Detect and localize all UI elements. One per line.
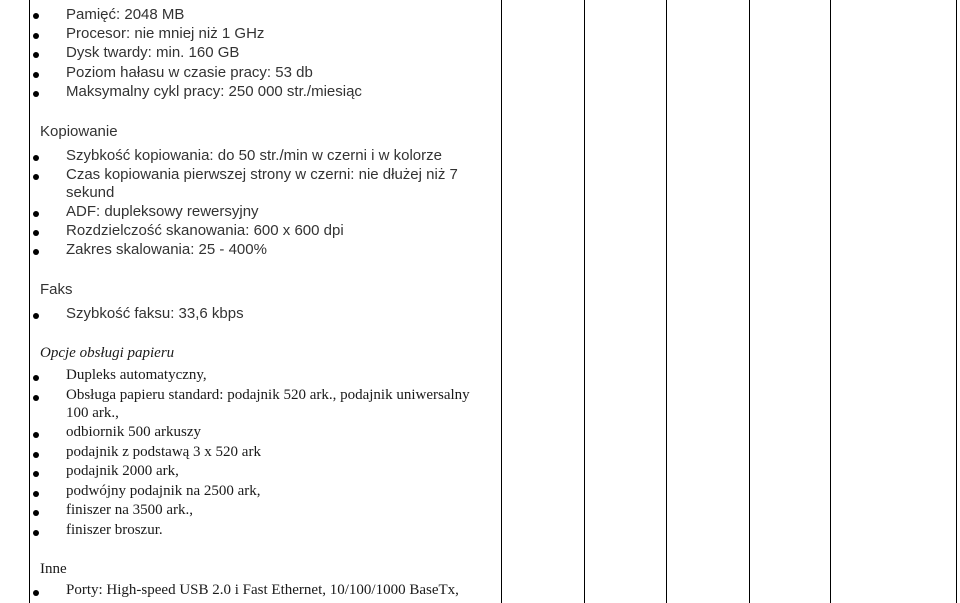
list-item: Obsługa papieru standard: podajnik 520 ark., podajnik uniwersalny bbox=[66, 387, 470, 403]
bullet-icon bbox=[33, 452, 39, 458]
bullet-icon bbox=[33, 52, 39, 58]
section-heading-copy: Kopiowanie bbox=[40, 123, 118, 140]
bullet-icon bbox=[33, 313, 39, 319]
bullet-icon bbox=[33, 471, 39, 477]
column-border bbox=[501, 0, 502, 603]
list-item: odbiornik 500 arkuszy bbox=[66, 424, 201, 440]
section-heading-fax: Faks bbox=[40, 281, 73, 298]
column-border bbox=[29, 0, 30, 603]
list-item: Szybkość kopiowania: do 50 str./min w czerni i w kolorze bbox=[66, 147, 442, 164]
list-item: Rozdzielczość skanowania: 600 x 600 dpi bbox=[66, 222, 344, 239]
bullet-icon bbox=[33, 174, 39, 180]
bullet-icon bbox=[33, 155, 39, 161]
bullet-icon bbox=[33, 530, 39, 536]
bullet-icon bbox=[33, 590, 39, 596]
column-border bbox=[830, 0, 831, 603]
column-border bbox=[749, 0, 750, 603]
list-item: Poziom hałasu w czasie pracy: 53 db bbox=[66, 64, 313, 81]
list-item: ADF: dupleksowy rewersyjny bbox=[66, 203, 259, 220]
bullet-icon bbox=[33, 33, 39, 39]
list-item: Dupleks automatyczny, bbox=[66, 367, 207, 383]
list-item: finiszer na 3500 ark., bbox=[66, 502, 194, 518]
list-item: finiszer broszur. bbox=[66, 522, 163, 538]
list-item: Szybkość faksu: 33,6 kbps bbox=[66, 305, 244, 322]
column-border bbox=[666, 0, 667, 603]
list-item: podajnik 2000 ark, bbox=[66, 463, 179, 479]
bullet-icon bbox=[33, 432, 39, 438]
list-item: Pamięć: 2048 MB bbox=[66, 6, 185, 23]
list-item: Porty: High-speed USB 2.0 i Fast Ethernet, 10/100/1000 BaseTx, bbox=[66, 582, 459, 598]
section-heading-other: Inne bbox=[40, 561, 67, 577]
bullet-icon bbox=[33, 510, 39, 516]
bullet-icon bbox=[33, 13, 39, 19]
bullet-icon bbox=[33, 375, 39, 381]
bullet-icon bbox=[33, 395, 39, 401]
list-item: podajnik z podstawą 3 x 520 ark bbox=[66, 444, 261, 460]
list-item: Procesor: nie mniej niż 1 GHz bbox=[66, 25, 265, 42]
bullet-icon bbox=[33, 230, 39, 236]
bullet-icon bbox=[33, 72, 39, 78]
list-item: podwójny podajnik na 2500 ark, bbox=[66, 483, 261, 499]
list-item: Czas kopiowania pierwszej strony w czerni: nie dłużej niż 7 bbox=[66, 166, 458, 183]
column-border bbox=[584, 0, 585, 603]
list-item-continuation: 100 ark., bbox=[66, 405, 119, 421]
list-item: Zakres skalowania: 25 - 400% bbox=[66, 241, 267, 258]
section-heading-paper: Opcje obsługi papieru bbox=[40, 345, 175, 361]
bullet-icon bbox=[33, 91, 39, 97]
list-item: Maksymalny cykl pracy: 250 000 str./miesiąc bbox=[66, 83, 362, 100]
bullet-icon bbox=[33, 211, 39, 217]
list-item: Dysk twardy: min. 160 GB bbox=[66, 44, 240, 61]
bullet-icon bbox=[33, 249, 39, 255]
column-border bbox=[956, 0, 957, 603]
list-item-continuation: sekund bbox=[66, 184, 115, 201]
bullet-icon bbox=[33, 491, 39, 497]
